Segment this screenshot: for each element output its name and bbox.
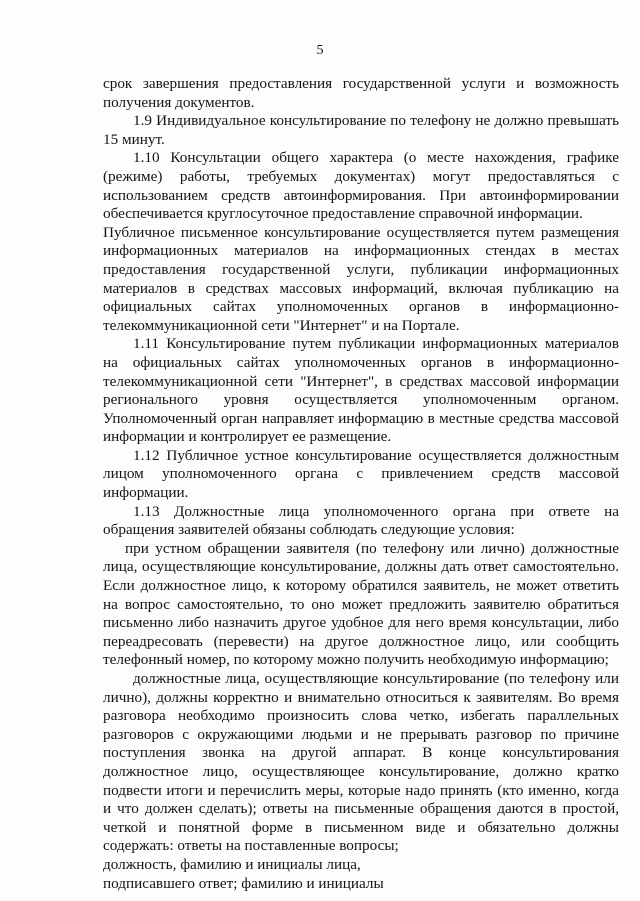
paragraph-1-9: 1.9 Индивидуальное консультирование по телефону не должно превышать 15 минут.	[103, 112, 619, 148]
paragraph-1-10: 1.10 Консультации общего характера (о месте нахождения, графике (режиме) работы, требуемых документах) могут предоставляться с использованием средств автоинформирования. При автоинформировании обеспечивается круглосуточное предоставление справочной информации.	[103, 149, 619, 223]
paragraph-officials-conduct: должностные лица, осуществляющие консультирование (по телефону или лично), должны корректно и внимательно относиться к заявителям. Во время разговора необходимо произносить слова четко, избегать параллельных разговоров с окружающими людьми и не прерывать разговор по причине поступления звонка на другой аппарат. В конце консультирования должностное лицо, осуществляющее консультирование, должно кратко подвести итоги и перечислить меры, которые надо принять (кто именно, когда и что должен сделать); ответы на письменные обращения даются в простой, четкой и понятной форме в письменном виде и обязательно должны содержать: ответы на поставленные вопросы;	[103, 670, 619, 855]
paragraph-public-written-consulting: Публичное письменное консультирование осуществляется путем размещения информационных материалов на информационных стендах в местах предоставления государственной услуги, публикации информационных материалов в средствах массовых информаций, включая публикацию на официальных сайтах уполномоченных органов в информационно-телекоммуникационной сети "Интернет" и на Портале.	[103, 223, 619, 334]
paragraph-1-12: 1.12 Публичное устное консультирование осуществляется должностным лицом уполномоченного органа с привлечением средств массовой информации.	[103, 446, 619, 502]
paragraph-oral-request: при устном обращении заявителя (по телефону или лично) должностные лица, осуществляющие консультирование, должны дать ответ самостоятельно. Если должностное лицо, к которому обратился заявитель, не может ответить на вопрос самостоятельно, то оно может предложить заявителю обратиться письменно либо назначить другое удобное для него время консультации, либо переадресовать (перевести) на другое должностное лицо, или сообщить телефонный номер, по которому можно получить необходимую информацию;	[103, 539, 619, 669]
paragraph-position-line: должность, фамилию и инициалы лица,	[103, 855, 361, 873]
document-body	[103, 75, 619, 893]
paragraph-1-11: 1.11 Консультирование путем публикации информационных материалов на официальных сайтах уполномоченных органов в информационно-телекоммуникационной сети "Интернет", в средствах массовой информации регионального уровня осуществляется уполномоченным органом. Уполномоченный орган направляет информацию в местные средства массовой информации и контролирует ее размещение.	[103, 335, 619, 446]
page-number: 5	[316, 43, 324, 58]
paragraph-continuation: срок завершения предоставления государственной услуги и возможность получения документов.	[103, 75, 619, 111]
paragraph-signatory-line: подписавшего ответ; фамилию и инициалы	[103, 874, 384, 892]
paragraph-1-13: 1.13 Должностные лица уполномоченного органа при ответе на обращения заявителей обязаны соблюдать следующие условия:	[103, 502, 619, 539]
